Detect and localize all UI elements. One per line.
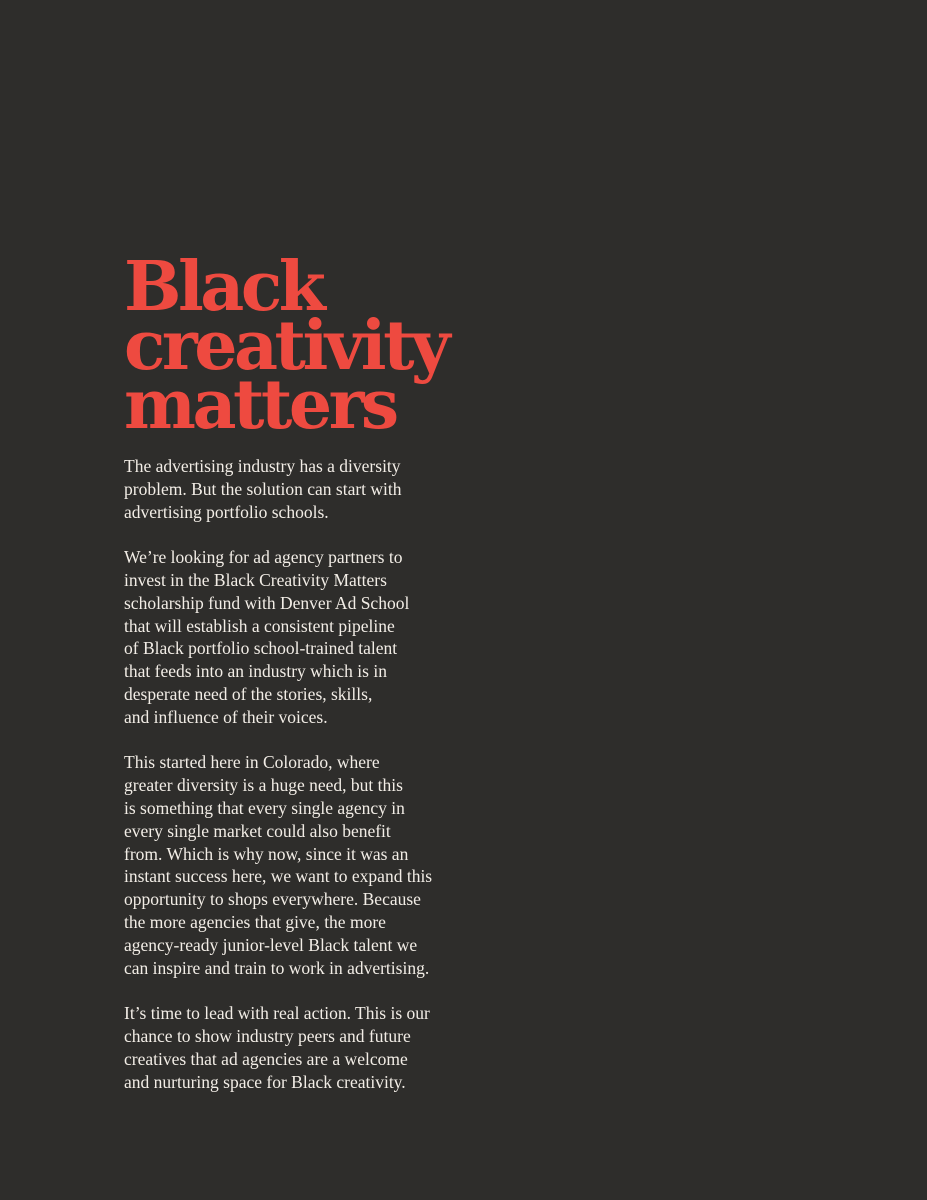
text-line: It’s time to lead with real action. This is our (124, 1003, 430, 1024)
text-line: opportunity to shops everywhere. Because (124, 889, 421, 910)
text-line: The advertising industry has a diversity (124, 456, 401, 476)
text-line: and nurturing space for Black creativity. (124, 1071, 406, 1092)
content-column (124, 247, 544, 1116)
text-line: invest in the Black Creativity Matters (124, 569, 387, 590)
text-line: can inspire and train to work in advertising. (124, 957, 430, 978)
text-line: We’re looking for ad agency partners to (124, 547, 403, 568)
paragraph-intro (124, 455, 544, 523)
text-line: advertising portfolio schools. (124, 501, 329, 522)
text-line: desperate need of the stories, skills, (124, 683, 373, 704)
text-line: from. Which is why now, since it was an (124, 843, 409, 864)
text-line: problem. But the solution can start with (124, 478, 402, 499)
text-line: greater diversity is a huge need, but this (124, 775, 403, 796)
headline-line-1: Black (124, 247, 323, 327)
text-line: that will establish a consistent pipeline (124, 615, 395, 636)
text-line: of Black portfolio school-trained talent (124, 638, 398, 659)
paragraph-partners (124, 546, 544, 728)
paragraph-action (124, 1002, 544, 1093)
text-line: instant success here, we want to expand this (124, 866, 433, 887)
text-line: creatives that ad agencies are a welcome (124, 1048, 408, 1069)
text-line: every single market could also benefit (124, 820, 391, 841)
text-line: and influence of their voices. (124, 706, 328, 727)
text-line: is something that every single agency in (124, 797, 405, 818)
text-line: that feeds into an industry which is in (124, 661, 387, 682)
text-line: agency-ready junior-level Black talent we (124, 934, 418, 955)
headline-line-2: creativity (124, 306, 448, 386)
headline (124, 247, 544, 445)
text-line: chance to show industry peers and future (124, 1025, 411, 1046)
text-line: This started here in Colorado, where (124, 752, 380, 773)
paragraph-colorado (124, 751, 544, 979)
text-line: scholarship fund with Denver Ad School (124, 592, 410, 613)
body-text (124, 455, 544, 1093)
text-line: the more agencies that give, the more (124, 911, 386, 932)
headline-line-3: matters (124, 365, 396, 445)
